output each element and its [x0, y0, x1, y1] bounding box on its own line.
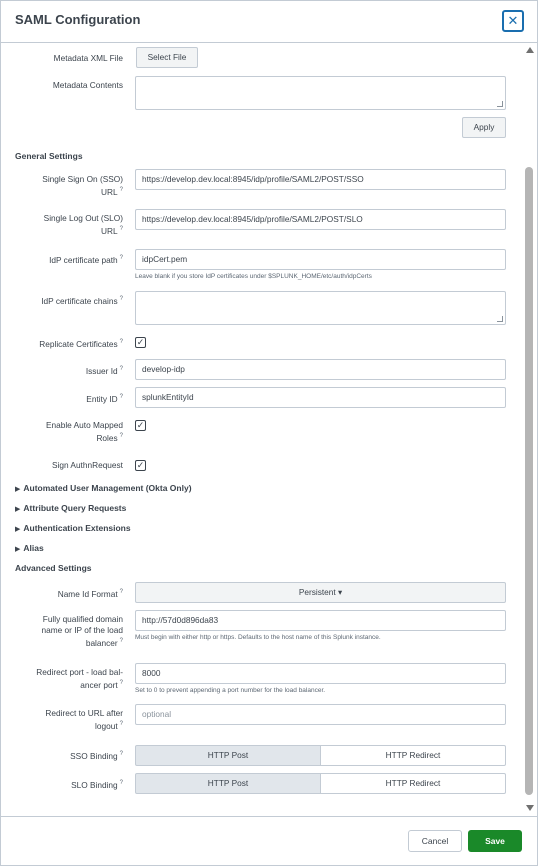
sso-binding-http-post[interactable]: HTTP Post — [135, 745, 321, 766]
sso-url-input[interactable]: https://develop.dev.local:8945/idp/profile/SAML2/POST/SSO — [135, 169, 506, 190]
slo-binding-http-post[interactable]: HTTP Post — [135, 773, 321, 794]
resize-grip-icon[interactable] — [497, 101, 503, 107]
help-icon[interactable]: ? — [119, 394, 123, 400]
entity-id-label: Entity ID ? — [86, 393, 123, 404]
scrollbar[interactable] — [522, 43, 537, 816]
slo-binding-label: SLO Binding ? — [71, 779, 123, 790]
idp-cert-path-help: Leave blank if you store IdP certificates under $SPLUNK_HOME/etc/auth/idpCerts — [135, 273, 372, 280]
help-icon[interactable]: ? — [119, 751, 123, 757]
dialog-header — [1, 1, 537, 43]
redirect-port-label: Redirect port - load bal- ancer port ? — [36, 667, 123, 690]
metadata-contents-textarea[interactable] — [135, 76, 506, 110]
entity-id-input[interactable]: splunkEntityId — [135, 387, 506, 408]
name-id-format-dropdown[interactable]: Persistent ▾ — [135, 582, 506, 603]
idp-cert-chains-label: IdP certificate chains ? — [41, 295, 123, 306]
checkmark-icon: ✓ — [136, 337, 145, 347]
select-file-button[interactable]: Select File — [136, 47, 198, 68]
redirect-url-label: Redirect to URL after logout ? — [45, 708, 123, 731]
issuer-id-label: Issuer Id ? — [85, 365, 123, 376]
scroll-up-arrow-icon[interactable] — [526, 47, 534, 53]
name-id-format-label: Name Id Format ? — [57, 588, 123, 599]
idp-cert-path-label: IdP certificate path ? — [49, 254, 123, 265]
attribute-query-requests-toggle[interactable]: ▶ Attribute Query Requests — [15, 503, 127, 513]
authentication-extensions-toggle[interactable]: ▶ Authentication Extensions — [15, 523, 131, 533]
slo-binding-toggle — [135, 773, 506, 794]
scroll-down-arrow-icon[interactable] — [526, 805, 534, 811]
redirect-port-help: Set to 0 to prevent appending a port number for the load balancer. — [135, 687, 326, 694]
close-icon: ✕ — [507, 13, 519, 28]
sso-url-label: Single Sign On (SSO) URL ? — [42, 174, 123, 197]
advanced-settings-heading: Advanced Settings — [15, 563, 92, 573]
automated-user-management-toggle[interactable]: ▶ Automated User Management (Okta Only) — [15, 483, 192, 493]
help-icon[interactable]: ? — [119, 366, 123, 372]
help-icon[interactable]: ? — [119, 226, 123, 232]
sign-authn-request-label: Sign AuthnRequest — [51, 460, 123, 470]
help-icon[interactable]: ? — [119, 589, 123, 595]
help-icon[interactable]: ? — [119, 680, 123, 686]
help-icon[interactable]: ? — [119, 339, 123, 345]
slo-url-label: Single Log Out (SLO) URL ? — [43, 213, 123, 236]
sso-binding-toggle — [135, 745, 506, 766]
alias-toggle[interactable]: ▶ Alias — [15, 543, 44, 553]
checkmark-icon: ✓ — [136, 420, 145, 430]
fqdn-input[interactable]: http://57d0d896da83 — [135, 610, 506, 631]
slo-binding-http-redirect[interactable]: HTTP Redirect — [321, 773, 506, 794]
resize-grip-icon[interactable] — [497, 316, 503, 322]
help-icon[interactable]: ? — [119, 433, 123, 439]
fqdn-help: Must begin with either http or https. Defaults to the host name of this Splunk instance. — [135, 634, 381, 641]
metadata-contents-label: Metadata Contents — [52, 80, 123, 90]
sso-binding-label: SSO Binding ? — [70, 750, 123, 761]
help-icon[interactable]: ? — [119, 638, 123, 644]
general-settings-heading: General Settings — [15, 151, 83, 161]
replicate-certificates-checkbox[interactable] — [135, 337, 146, 348]
caret-right-icon: ▶ — [15, 506, 21, 513]
caret-right-icon: ▶ — [15, 546, 21, 553]
cancel-button[interactable]: Cancel — [408, 830, 462, 852]
scrollbar-thumb[interactable] — [525, 167, 533, 795]
auto-mapped-roles-checkbox[interactable] — [135, 420, 146, 431]
slo-url-input[interactable]: https://develop.dev.local:8945/idp/profile/SAML2/POST/SLO — [135, 209, 506, 230]
sso-binding-http-redirect[interactable]: HTTP Redirect — [321, 745, 506, 766]
redirect-port-input[interactable]: 8000 — [135, 663, 506, 684]
redirect-url-input[interactable]: optional — [135, 704, 506, 725]
issuer-id-input[interactable]: develop-idp — [135, 359, 506, 380]
fqdn-label: Fully qualified domain name or IP of the load balancer ? — [41, 614, 123, 648]
help-icon[interactable]: ? — [119, 721, 123, 727]
caret-right-icon: ▶ — [15, 526, 21, 533]
help-icon[interactable]: ? — [119, 780, 123, 786]
dialog-title: SAML Configuration — [15, 12, 141, 27]
replicate-certificates-label: Replicate Certificates ? — [39, 338, 123, 349]
help-icon[interactable]: ? — [119, 296, 123, 302]
dialog-footer — [1, 816, 537, 865]
idp-cert-path-input[interactable]: idpCert.pem — [135, 249, 506, 270]
checkmark-icon: ✓ — [136, 460, 145, 470]
apply-button[interactable]: Apply — [462, 117, 506, 138]
save-button[interactable]: Save — [468, 830, 522, 852]
help-icon[interactable]: ? — [119, 187, 123, 193]
dialog-body — [1, 43, 537, 816]
close-button[interactable] — [502, 10, 524, 32]
idp-cert-chains-textarea[interactable] — [135, 291, 506, 325]
help-icon[interactable]: ? — [119, 255, 123, 261]
sign-authn-request-checkbox[interactable] — [135, 460, 146, 471]
metadata-xml-file-label: Metadata XML File — [53, 53, 123, 63]
caret-right-icon: ▶ — [15, 486, 21, 493]
auto-mapped-roles-label: Enable Auto Mapped Roles ? — [45, 420, 123, 443]
